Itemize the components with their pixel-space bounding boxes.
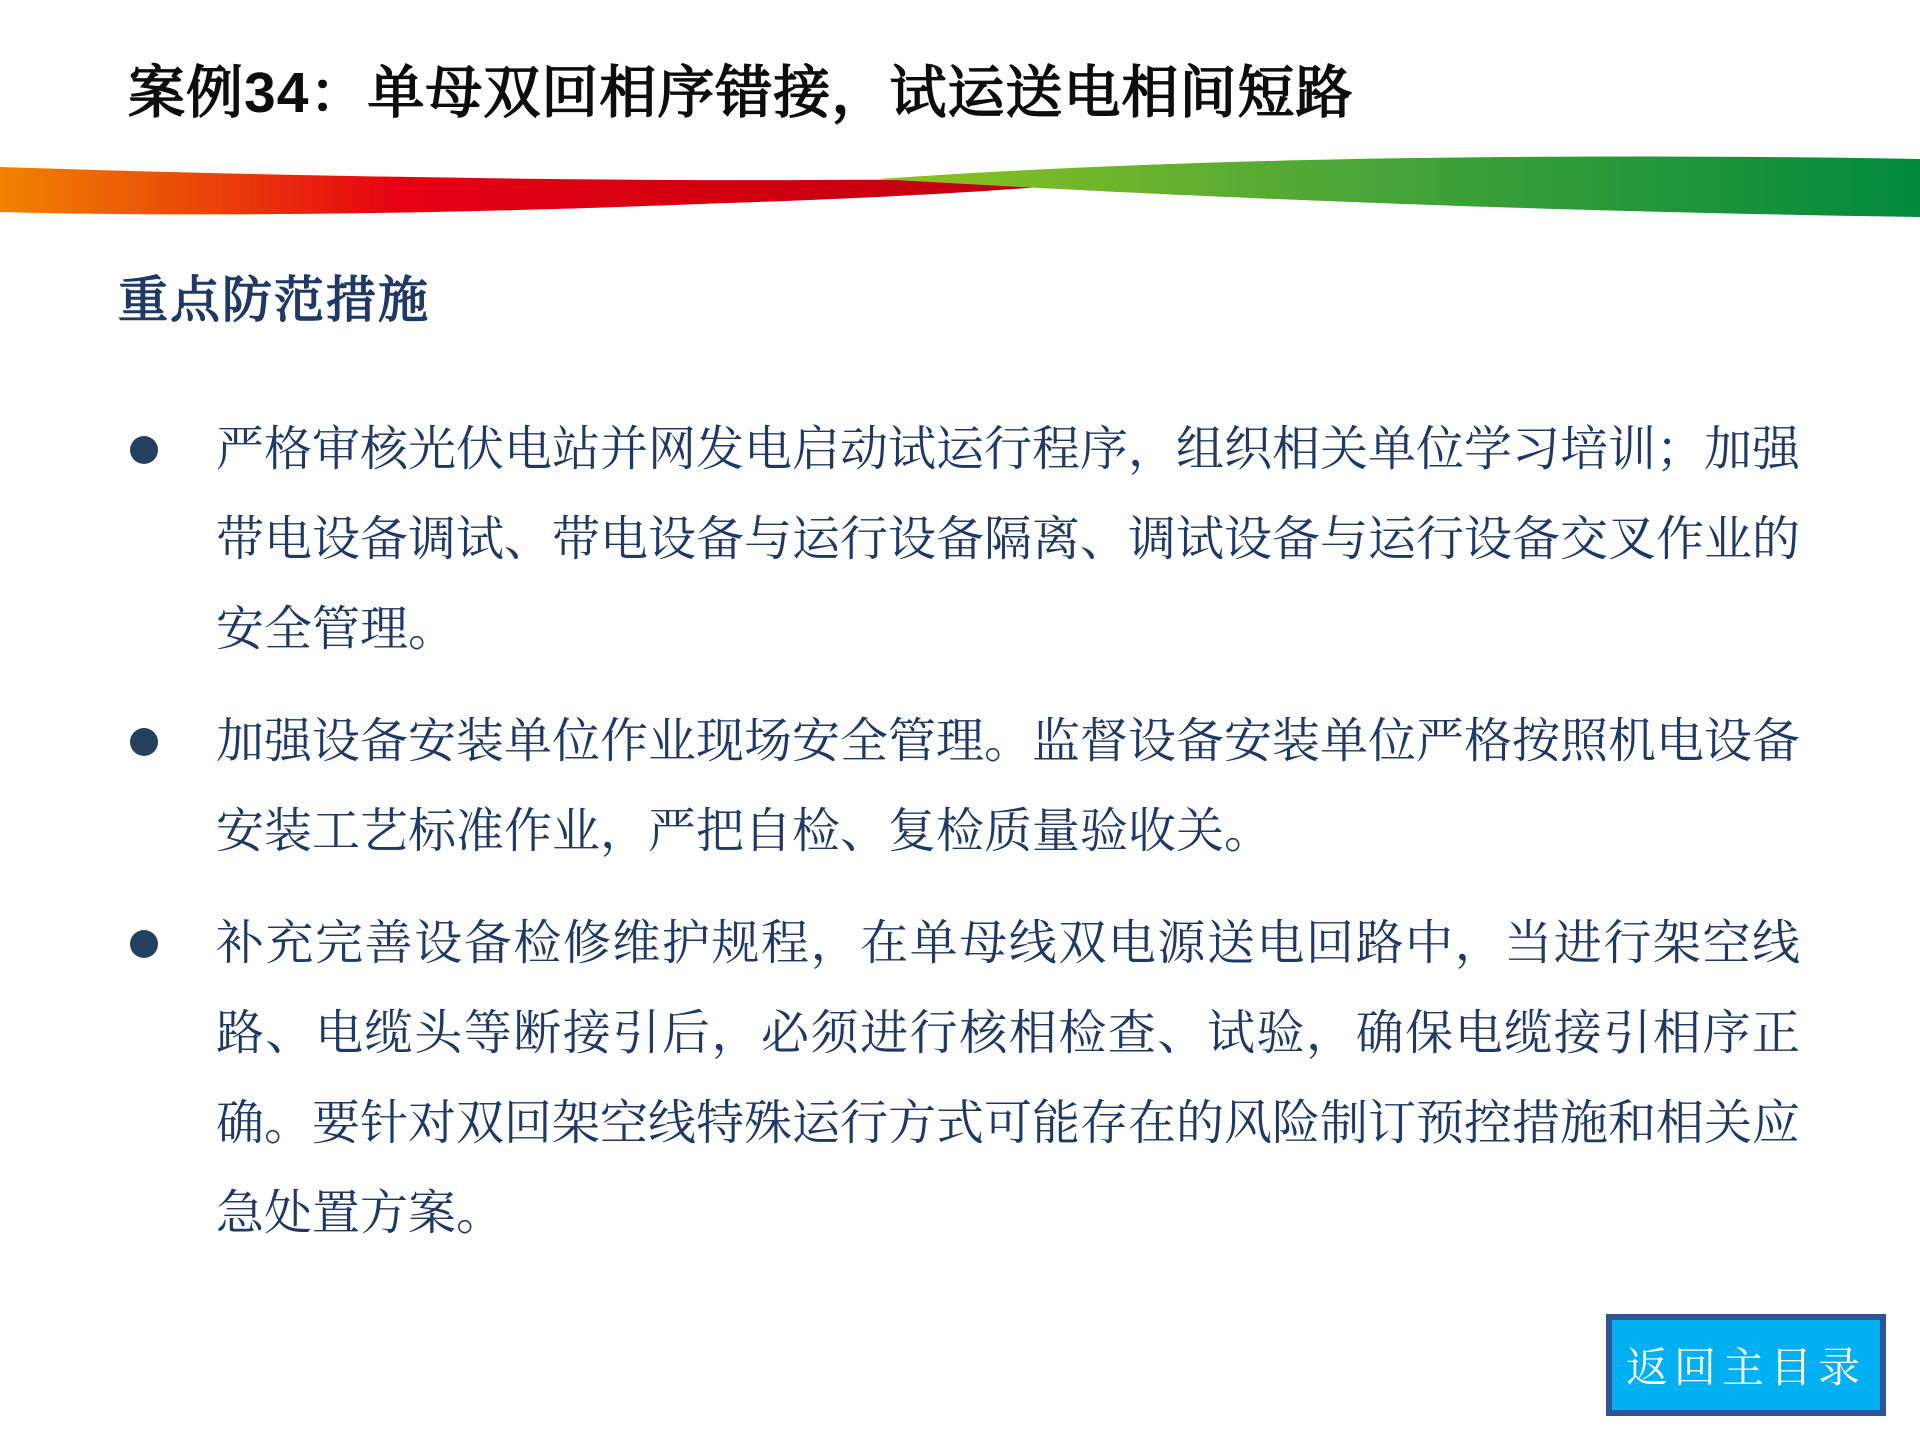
bullet-dot-icon — [130, 930, 158, 958]
list-item — [128, 899, 1800, 1259]
list-item — [128, 405, 1800, 675]
slide-title: 案例34：单母双回相序错接，试运送电相间短路 — [128, 61, 1354, 125]
back-button-label: 返回主目录 — [1625, 1346, 1866, 1392]
decorative-wave-ribbon — [0, 145, 1920, 255]
bullet-text: 严格审核光伏电站并网发电启动试运行程序，组织相关单位学习培训；加强带电设备调试、带电设备与运行设备隔离、调试设备与运行设备交叉作业的安全管理。 — [216, 423, 1801, 656]
section-heading: 重点防范措施 — [118, 272, 430, 328]
bullet-text: 加强设备安装单位作业现场安全管理。监督设备安装单位严格按照机电设备安装工艺标准作业，严把自检、复检质量验收关。 — [216, 715, 1801, 858]
bullet-dot-icon — [130, 728, 158, 756]
wave-green — [878, 156, 1920, 217]
list-item — [128, 697, 1800, 877]
bullet-dot-icon — [130, 436, 158, 464]
bullet-list — [128, 405, 1800, 1281]
bullet-text: 补充完善设备检修维护规程，在单母线双电源送电回路中，当进行架空线路、电缆头等断接引后，必须进行核相检查、试验，确保电缆接引相序正确。要针对双回架空线特殊运行方式可能存在的风险制订预控措施和相关应急处置方案。 — [216, 917, 1801, 1240]
back-to-main-menu-button[interactable] — [1606, 1314, 1886, 1416]
wave-red-orange — [0, 167, 1062, 214]
